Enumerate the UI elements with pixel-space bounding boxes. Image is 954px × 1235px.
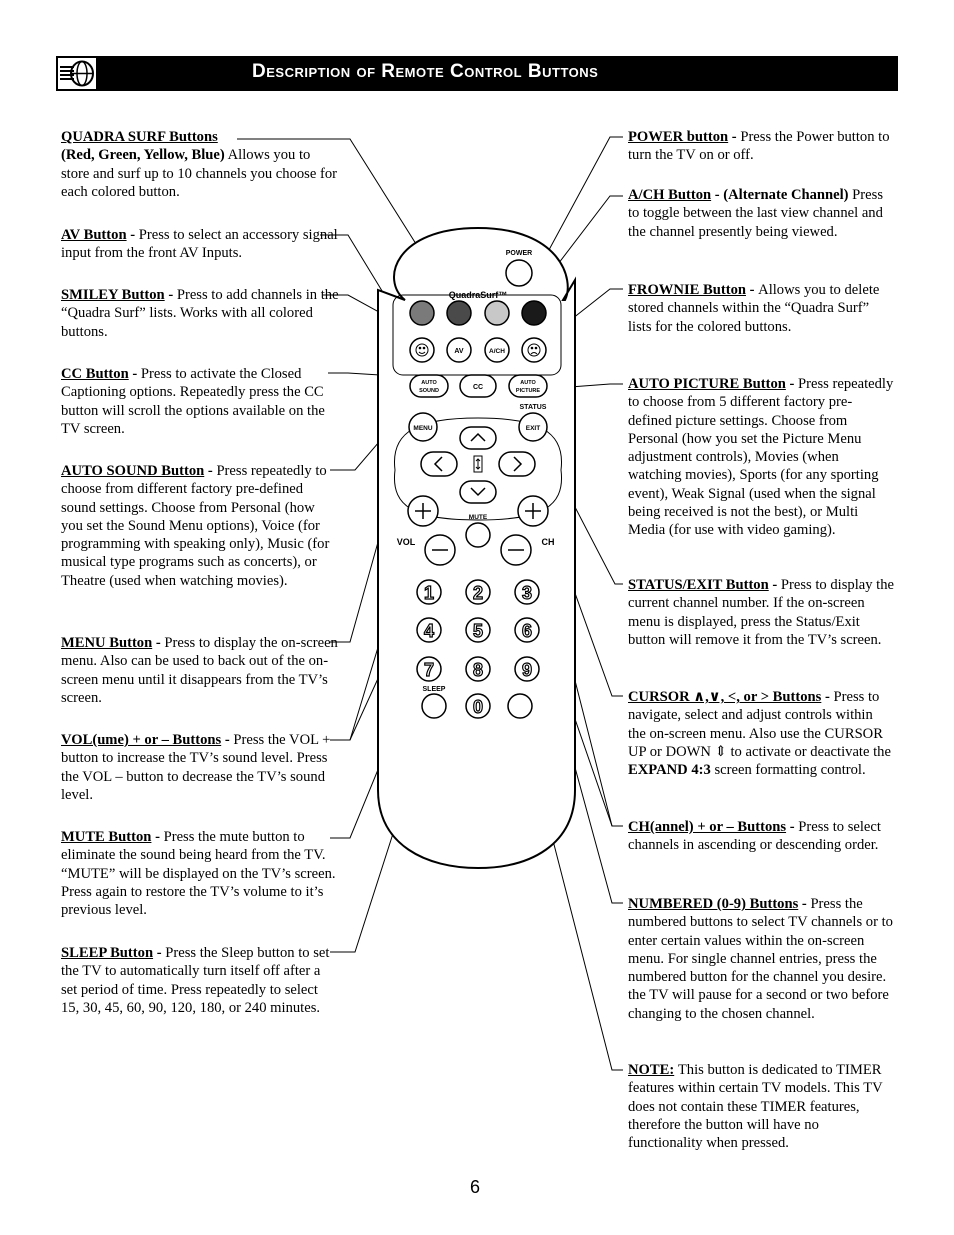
digit-4-label: 4 xyxy=(423,621,435,641)
digit-5-label: 5 xyxy=(472,621,484,641)
quadrasurf-brand: QuadraSurf™ xyxy=(448,290,508,300)
vol-text: Press the VOL + button to increase the TV’s sound level. Press the VOL – button to decrease the TV’s sound level. xyxy=(61,732,331,803)
auto-picture-text: Press repeatedly to choose from 5 different factory pre-defined picture settings. Choose from Personal (how you set the Picture Menu adjustment controls), Movies (when watching movies), Sports (for any sporting event), Weak Signal (used when the signal being received is not the best), or Multi Media (for use with video gaming). xyxy=(628,376,894,539)
quadra-surf-colors: (Red, Green, Yellow, Blue) xyxy=(61,147,225,164)
cursor-right-button[interactable] xyxy=(499,452,535,476)
cursor-left-button[interactable] xyxy=(421,452,457,476)
quadra-surf-heading: QUADRA SURF Buttons xyxy=(61,129,218,145)
sleep-description xyxy=(61,944,339,1017)
ach-subtitle: - (Alternate Channel) xyxy=(711,187,849,203)
sleep-text: Press the Sleep button to set the TV to automatically turn itself off after a set period of time. Press repeatedly to select 15, 30, 45, 60, 90, 120, 180, or 240 minutes. xyxy=(61,945,330,1016)
mute-heading: MUTE Button xyxy=(61,829,152,845)
mute-description xyxy=(61,828,339,919)
smiley-heading: SMILEY Button xyxy=(61,287,165,303)
sleep-heading: SLEEP Button xyxy=(61,945,154,961)
ach-description xyxy=(628,186,894,241)
cc-description xyxy=(61,365,339,438)
cursor-text: Press to navigate, select and adjust controls within the on-screen menu. Also use the CURSOR UP or DOWN ⇕ to activate or deactivate the xyxy=(628,689,891,760)
page-number: 6 xyxy=(470,1177,481,1197)
separator: - xyxy=(821,689,834,705)
av-heading: AV Button xyxy=(61,227,127,243)
cursor-text-end: screen formatting control. xyxy=(710,762,866,779)
expand-label: EXPAND 4:3 xyxy=(628,762,711,779)
separator: - xyxy=(152,635,165,651)
vol-heading: VOL(ume) + or – Buttons xyxy=(61,732,222,748)
quadra-red-button[interactable] xyxy=(410,301,434,325)
auto-sound-description xyxy=(61,462,339,590)
auto-sound-text: Press repeatedly to choose from different factory pre-defined sound settings. Choose from Personal (how you set the Sound Menu options), Voice (for programming with speaking only), Music (for musical type programs such as concerts), or Theatre (used when watching movies). xyxy=(61,463,330,589)
mute-label: MUTE xyxy=(468,514,488,521)
separator: - xyxy=(126,227,139,243)
frownie-description xyxy=(628,281,894,336)
auto-picture-description xyxy=(628,375,894,540)
separator: - xyxy=(221,732,234,748)
sleep-label: SLEEP xyxy=(422,686,446,693)
menu-description xyxy=(61,634,339,707)
remote-body xyxy=(378,228,575,868)
note-heading: NOTE: xyxy=(628,1062,675,1078)
menu-text: Press to display the on-screen menu. Also can be used to back out of the on-screen menu until it disappears from the TV’s screen. xyxy=(61,635,338,706)
cursor-down-button[interactable] xyxy=(460,481,496,503)
note-description xyxy=(628,1061,894,1152)
quadra-surf-description xyxy=(61,128,339,201)
auto-picture-heading: AUTO PICTURE Button xyxy=(628,376,786,392)
exit-label: EXIT xyxy=(525,425,541,432)
ch-heading: CH(annel) + or – Buttons xyxy=(628,819,787,835)
separator: - xyxy=(153,945,166,961)
cursor-description xyxy=(628,688,894,779)
sleep-button[interactable] xyxy=(422,694,446,718)
quadra-surf-text: Allows you to store and surf up to 10 channels you choose for each colored button. xyxy=(61,147,337,200)
cc-label: CC xyxy=(472,384,484,391)
ach-label: A/CH xyxy=(489,348,505,355)
separator: - xyxy=(786,819,799,835)
vol-description xyxy=(61,731,339,804)
separator: - xyxy=(768,577,781,593)
separator: - xyxy=(128,366,141,382)
separator: - xyxy=(151,829,164,845)
page-title: Description of Remote Control Buttons xyxy=(252,61,599,82)
frownie-heading: FROWNIE Button xyxy=(628,282,746,298)
quadra-green-button[interactable] xyxy=(447,301,471,325)
av-description xyxy=(61,226,339,263)
digit-1-label: 1 xyxy=(423,583,435,603)
auto-picture-label-2: PICTURE xyxy=(515,388,541,394)
auto-picture-label-1: AUTO xyxy=(520,380,536,386)
note-text: This button is dedicated to TIMER features within certain TV models. This TV does not contain these TIMER features, therefore the button will have no functionality when pressed. xyxy=(628,1062,883,1152)
separator: - xyxy=(164,287,177,303)
auto-sound-heading: AUTO SOUND Button xyxy=(61,463,205,479)
smiley-text: Press to add channels in the “Quadra Surf” lists. Works with all colored buttons. xyxy=(61,287,339,340)
ach-text: Press to toggle between the last view channel and the channel presently being viewed. xyxy=(628,187,883,240)
separator: - xyxy=(204,463,217,479)
frownie-button[interactable] xyxy=(522,338,546,362)
separator: - xyxy=(798,896,811,912)
frownie-text: Allows you to delete stored channels within the “Quadra Surf” lists for the colored buttons. xyxy=(628,282,880,335)
mute-text: Press the mute button to eliminate the sound being heard from the TV. “MUTE” will be displayed on the TV’s screen. Press again to restore the TV’s volume to it’s previous level. xyxy=(61,829,336,919)
cc-text: Press to activate the Closed Captioning options. Repeatedly press the CC button will scroll the options available on the TV screen. xyxy=(61,366,325,437)
timer-button[interactable] xyxy=(508,694,532,718)
smiley-description xyxy=(61,286,339,341)
quadra-yellow-button[interactable] xyxy=(485,301,509,325)
quadra-blue-button[interactable] xyxy=(522,301,546,325)
digit-6-label: 6 xyxy=(521,621,533,641)
power-label: POWER xyxy=(505,250,533,257)
ach-heading: A/CH Button xyxy=(628,187,712,203)
separator: - xyxy=(745,282,759,298)
numbered-text: Press the numbered buttons to select TV channels or to enter certain values within the on-screen menu. For single channel entries, press the numbered button for the channel you desire. the TV will pause for a second or two before changing to the chosen channel. xyxy=(628,896,893,1022)
status-exit-text: Press to display the current channel number. If the on-screen menu is displayed, press the Status/Exit button will remove it from the TV’s screen. xyxy=(628,577,895,648)
mute-button[interactable] xyxy=(466,523,490,547)
menu-heading: MENU Button xyxy=(61,635,153,651)
smiley-button[interactable] xyxy=(410,338,434,362)
power-heading: POWER button xyxy=(628,129,729,145)
menu-label: MENU xyxy=(413,425,433,432)
cursor-heading: CURSOR ∧,∨, <, or > Buttons xyxy=(628,689,822,705)
digit-2-label: 2 xyxy=(472,583,484,603)
digit-3-label: 3 xyxy=(521,583,533,603)
status-exit-description xyxy=(628,576,894,649)
power-description xyxy=(628,128,894,165)
numbered-heading: NUMBERED (0-9) Buttons xyxy=(628,896,799,912)
digit-0-label: 0 xyxy=(472,697,484,717)
cursor-up-button[interactable] xyxy=(460,427,496,449)
status-exit-heading: STATUS/EXIT Button xyxy=(628,577,769,593)
ch-text: Press to select channels in ascending or descending order. xyxy=(628,819,881,854)
auto-sound-label-2: SOUND xyxy=(419,388,439,394)
separator: - xyxy=(728,129,741,145)
digit-7-label: 7 xyxy=(423,660,435,680)
power-text: Press the Power button to turn the TV on or off. xyxy=(628,129,890,164)
separator: - xyxy=(785,376,799,392)
power-button[interactable] xyxy=(506,260,532,286)
av-label: AV xyxy=(454,348,464,355)
cc-heading: CC Button xyxy=(61,366,129,382)
auto-sound-label-1: AUTO xyxy=(421,380,437,386)
vol-label: VOL xyxy=(396,537,416,547)
ch-description xyxy=(628,818,894,855)
numbered-description xyxy=(628,895,894,1023)
digit-8-label: 8 xyxy=(472,660,484,680)
status-label: STATUS xyxy=(519,404,547,411)
av-text: Press to select an accessory signal input from the front AV Inputs. xyxy=(61,227,338,262)
digit-9-label: 9 xyxy=(521,660,533,680)
ch-label: CH xyxy=(541,537,555,547)
